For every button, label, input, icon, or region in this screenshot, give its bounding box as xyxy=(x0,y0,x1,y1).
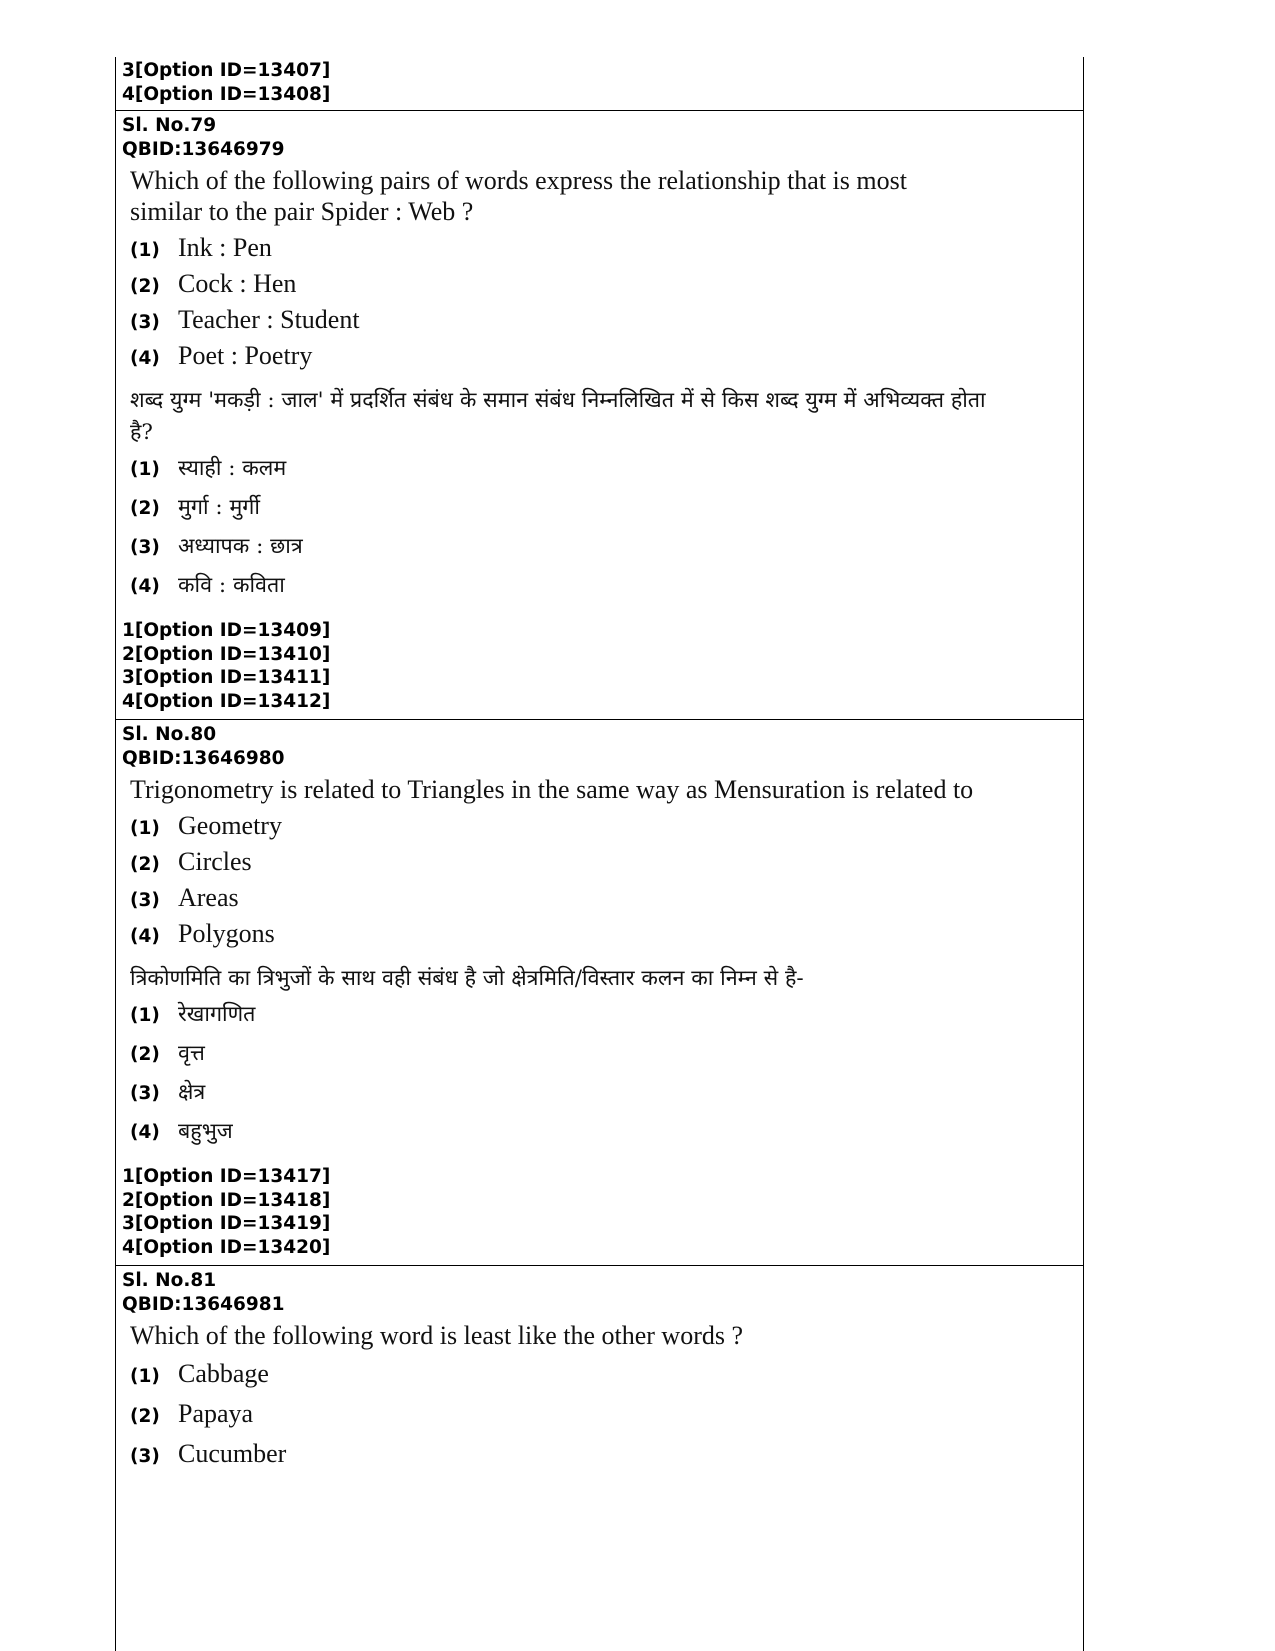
option-english xyxy=(130,305,1083,341)
option-english xyxy=(130,919,1083,955)
question-bank-id: QBID:13646980 xyxy=(122,747,285,769)
option-english xyxy=(130,1399,1083,1439)
option-english xyxy=(130,233,1083,269)
option-english xyxy=(130,811,1083,847)
option-text: Circles xyxy=(178,847,252,876)
option-number: (3) xyxy=(130,890,160,911)
option-hindi xyxy=(130,1116,1083,1155)
option-hindi xyxy=(130,1038,1083,1077)
option-number: (2) xyxy=(130,1406,160,1427)
option-text: कवि : कविता xyxy=(178,573,285,598)
option-id-line: 3[Option ID=13411] xyxy=(122,667,331,688)
option-text: मुर्गा : मुर्गी xyxy=(178,495,260,520)
option-number: (3) xyxy=(130,537,160,558)
option-id-line: 4[Option ID=13412] xyxy=(122,690,331,712)
option-text: Cabbage xyxy=(178,1359,269,1388)
option-number: (1) xyxy=(130,459,160,480)
option-number: (1) xyxy=(130,1005,160,1026)
option-text: Areas xyxy=(178,883,239,912)
option-text: Poet : Poetry xyxy=(178,341,313,370)
option-text: Geometry xyxy=(178,811,282,840)
option-text: Cucumber xyxy=(178,1439,287,1468)
option-hindi xyxy=(130,570,1083,609)
serial-number: Sl. No.80 xyxy=(122,724,217,745)
option-id-line: 3[Option ID=13419] xyxy=(122,1213,331,1234)
option-number: (3) xyxy=(130,312,160,333)
option-hindi xyxy=(130,1077,1083,1116)
option-english xyxy=(130,847,1083,883)
question-block-80 xyxy=(116,720,1083,1266)
option-text: Papaya xyxy=(178,1399,254,1428)
option-id-line: 3[Option ID=13407] xyxy=(122,60,331,81)
option-number: (4) xyxy=(130,926,160,947)
option-number: (3) xyxy=(130,1446,160,1467)
option-id-line: 1[Option ID=13417] xyxy=(122,1166,331,1187)
question-text-english: Which of the following word is least like the other words ? xyxy=(130,1321,744,1350)
option-number: (4) xyxy=(130,348,160,369)
option-english xyxy=(130,1439,1083,1479)
question-block-79 xyxy=(116,111,1083,720)
option-id-line: 2[Option ID=13418] xyxy=(122,1189,331,1211)
option-number: (1) xyxy=(130,1366,160,1387)
option-text: क्षेत्र xyxy=(178,1080,206,1105)
option-id-line: 4[Option ID=13408] xyxy=(122,83,331,105)
option-hindi xyxy=(130,453,1083,492)
option-text: Ink : Pen xyxy=(178,233,272,262)
option-id-list xyxy=(122,619,1083,713)
option-number: (2) xyxy=(130,498,160,519)
option-text: बहुभुज xyxy=(178,1119,233,1144)
option-number: (1) xyxy=(130,818,160,839)
option-text: रेखागणित xyxy=(178,1002,256,1027)
question-text-english: Which of the following pairs of words express the relationship that is most similar to the pair Spider : Web ? xyxy=(130,166,907,226)
option-hindi xyxy=(130,999,1083,1038)
option-text: वृत्त xyxy=(178,1041,205,1066)
serial-number: Sl. No.81 xyxy=(122,1270,217,1291)
question-bank-id: QBID:13646981 xyxy=(122,1293,285,1315)
option-number: (2) xyxy=(130,1044,160,1065)
option-number: (2) xyxy=(130,276,160,297)
option-english xyxy=(130,1359,1083,1399)
option-text: Polygons xyxy=(178,919,275,948)
option-english xyxy=(130,883,1083,919)
option-number: (3) xyxy=(130,1083,160,1104)
option-text: अध्यापक : छात्र xyxy=(178,534,303,559)
option-id-line: 2[Option ID=13410] xyxy=(122,643,331,665)
question-bank-id: QBID:13646979 xyxy=(122,138,285,160)
option-number: (4) xyxy=(130,1122,160,1143)
serial-number: Sl. No.79 xyxy=(122,115,217,136)
question-text-english: Trigonometry is related to Triangles in the same way as Mensuration is related to xyxy=(130,775,974,804)
option-english xyxy=(130,269,1083,305)
option-text: स्याही : कलम xyxy=(178,456,287,481)
option-english xyxy=(130,341,1083,377)
question-paper-page xyxy=(115,57,1084,1651)
option-id-list xyxy=(122,1165,1083,1259)
option-number: (2) xyxy=(130,854,160,875)
question-text-hindi: शब्द युग्म 'मकड़ी : जाल' में प्रदर्शित संबंध के समान संबंध निम्नलिखित में से किस शब्द युग्म में अभिव्यक्त होता है? xyxy=(130,388,986,445)
option-id-line: 1[Option ID=13409] xyxy=(122,620,331,641)
option-number: (4) xyxy=(130,576,160,597)
option-id-line: 4[Option ID=13420] xyxy=(122,1236,331,1258)
question-block-81 xyxy=(116,1266,1083,1485)
question-text-hindi: त्रिकोणमिति का त्रिभुजों के साथ वही संबंध है जो क्षेत्रमिति/विस्तार कलन का निम्न से है- xyxy=(130,966,804,991)
option-text: Teacher : Student xyxy=(178,305,360,334)
previous-question-option-ids xyxy=(116,57,1083,111)
option-text: Cock : Hen xyxy=(178,269,297,298)
option-number: (1) xyxy=(130,240,160,261)
option-hindi xyxy=(130,531,1083,570)
option-hindi xyxy=(130,492,1083,531)
